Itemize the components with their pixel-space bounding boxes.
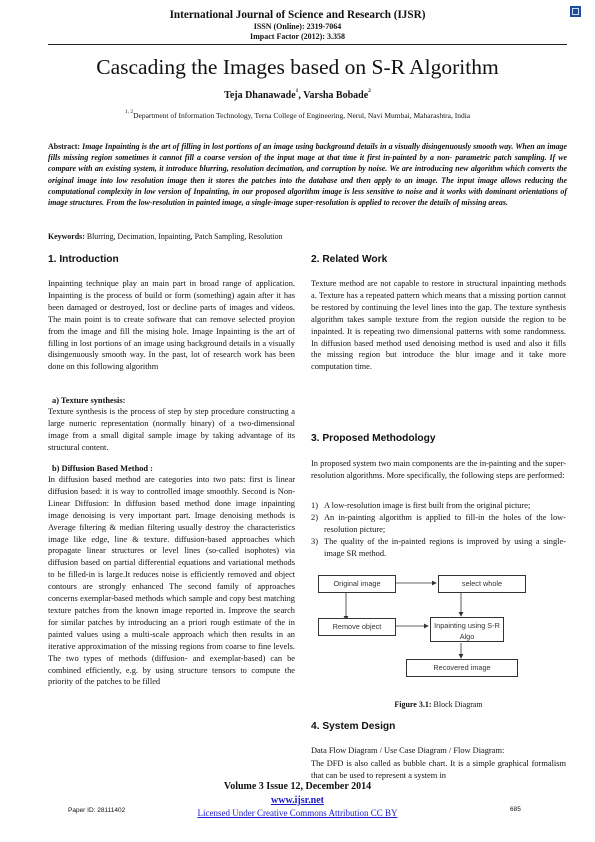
affiliation-sup: 1, 2 bbox=[124, 109, 134, 115]
impact-factor: Impact Factor (2012): 3.358 bbox=[250, 32, 345, 41]
section-3-paragraph: In proposed system two main components are the in-painting and the super-resolution algorithms. More specifically, the following steps are performed: bbox=[311, 459, 566, 480]
list-item: 3) The quality of the in-painted regions is improved by using a single-image SR method. bbox=[311, 536, 566, 558]
subsection-a-heading: a) Texture synthesis: bbox=[52, 396, 126, 405]
section-1-paragraph: Inpainting technique play an main part in broad range of application. Inpainting is the process of build or form (something) again after it has been damaged or destroyed, lost or decline parts of images and videos. The main point is to create software that can remove selected proyion from the image and fill the mising hole. Image Inpainting is the art of filling in lost portions of an image using background details in a visually disingenuously smooth way. In the past, lot of research work has been done on this following algorithm bbox=[48, 279, 295, 372]
subsection-b-heading: b) Diffusion Based Method : bbox=[52, 464, 153, 473]
node-recovered-image: Recovered image bbox=[406, 659, 518, 677]
keywords-text: Blurring, Decimation, Inpainting, Patch Sampling, Resolution bbox=[86, 232, 283, 241]
subsection-b-paragraph: In diffusion based method are categories into two pats: first is linear diffusion based: it is way to controlled image smoothly. Second is Non-Linear Diffusion: In diffusion based method done image inpainting image denoising is very important part. Image denoising methods is Average filtering & median filtering usually destroy the characteristics image like edge, line & texture. diffusion-based approaches which propagate linear structures or level lines (so-called isophotes) via diffusion based on partial differential equations and variational methods to be filled-in is large.It reduces noise is efficiently removed and object contours are strongly enhanced The second family of approaches concerns exemplar-based methods which sample and copy best matching texture patches from the known image reported in. Improve the search for similar patches by introducing an a priori rough estimate of the in painted values using a multi-scale approach which then results in an iterative approximation of the missing regions from coarse to fine levels. The two types of methods (diffusion- and exemplar-based) can be combined efficiently, e.g. by using structure tensors to compute the priority of the patches to be filled bbox=[48, 475, 295, 687]
footer-license-link[interactable]: Licensed Under Creative Commons Attribution CC BY bbox=[197, 808, 398, 818]
keywords-label: Keywords: bbox=[48, 232, 85, 241]
section-4-heading: 4. System Design bbox=[311, 721, 396, 732]
abstract-text: Image Inpainting is the art of filling in lost portions of an image using background details in a visually disingenuously smooth way. When an image fills missing region sometimes it cannot fill a coarse version of the input mage at that time it first in-painted by a non- parametric patch sampling. If we compare with an existing system, it introduce blurring, resolution decimation, and corruption by noise. We are introducing new algorithm which converts the original image into low resolution image then it stores the patches into the database and then apply to an image. The input image allows reducing the computational complexity in low version of Inpainting, in our proposed algorithm image is less sensitive to noise and it works with dominant orientations of image structures. From the low-resolution in painted image, a single-image super-resolution is applied to recover the details of missing areas. bbox=[48, 142, 567, 208]
footer-paper-id: Paper ID: 28111402 bbox=[68, 807, 126, 814]
figure-label: Figure 3.1: bbox=[394, 700, 432, 709]
list-item: 1) A low-resolution image is first built from the original picture; bbox=[311, 501, 531, 510]
section-2-paragraph: Texture method are not capable to restore in structural inpainting methods a. Texture has a repeated pattern which means that a missing portion cannot be restored by continuing the level lines into the gap. The texture synthesis algorithm takes sample texture from the region outside the region to be inpainted. It is repeating two dimensional patterns with some randomness. In diffusion based method used denoising method is used and also it fills the missing region but introduce the blur image and it take more computation time. bbox=[311, 279, 566, 372]
list-item: 2) An in-painting algorithm is applied to fill-in the holes of the low-resolution picture; bbox=[311, 512, 566, 534]
journal-name: International Journal of Science and Research (IJSR) bbox=[169, 9, 426, 21]
node-inpainting: Inpainting using S-R Algo bbox=[430, 617, 504, 642]
author-1-sup: 1 bbox=[295, 88, 299, 94]
author-2: Varsha Bobade bbox=[303, 90, 369, 101]
node-original-image: Original image bbox=[318, 575, 396, 593]
abstract-label: Abstract: bbox=[48, 142, 80, 151]
abstract bbox=[48, 141, 567, 208]
authors bbox=[0, 90, 595, 101]
figure-caption-text: Block Diagram bbox=[433, 700, 483, 709]
footer-volume: Volume 3 Issue 12, December 2014 bbox=[223, 781, 372, 792]
subsection-a-paragraph: Texture synthesis is the process of step by step procedure constructing a large numeric representation (normally binary) of a two-dimensional image from a small digital sample image by taking advantage of its structural content. bbox=[48, 407, 295, 452]
block-diagram bbox=[316, 563, 556, 697]
author-separator: , bbox=[298, 90, 304, 101]
section-4-paragraph-2: The DFD is also called as bubble chart. It is a simple graphical formalism that can be used to represent a system in bbox=[311, 759, 566, 780]
section-4-paragraph-1: Data Flow Diagram / Use Case Diagram / Flow Diagram: bbox=[311, 746, 505, 755]
author-1: Teja Dhanawade bbox=[224, 90, 296, 101]
keywords bbox=[48, 232, 567, 241]
section-2-heading: 2. Related Work bbox=[311, 254, 388, 265]
figure-caption bbox=[311, 700, 566, 709]
author-2-sup: 2 bbox=[368, 88, 371, 94]
affiliation bbox=[0, 111, 595, 120]
section-3-heading: 3. Proposed Methodology bbox=[311, 433, 436, 444]
node-remove-object: Remove object bbox=[318, 618, 396, 636]
footer-url-link[interactable]: www.ijsr.net bbox=[271, 795, 324, 806]
journal-logo-inner bbox=[572, 8, 579, 15]
paper-title: Cascading the Images based on S-R Algorithm bbox=[96, 55, 499, 79]
issn: ISSN (Online): 2319-7064 bbox=[253, 22, 342, 31]
steps-list bbox=[311, 500, 566, 560]
node-select-whole: select whole bbox=[438, 575, 526, 593]
affiliation-text: Department of Information Technology, Terna College of Engineering, Nerul, Navi Mumbai, Maharashtra, India bbox=[133, 111, 471, 120]
footer-page-number: 685 bbox=[510, 806, 521, 813]
section-1-heading: 1. Introduction bbox=[48, 254, 119, 265]
header-rule bbox=[48, 44, 567, 45]
